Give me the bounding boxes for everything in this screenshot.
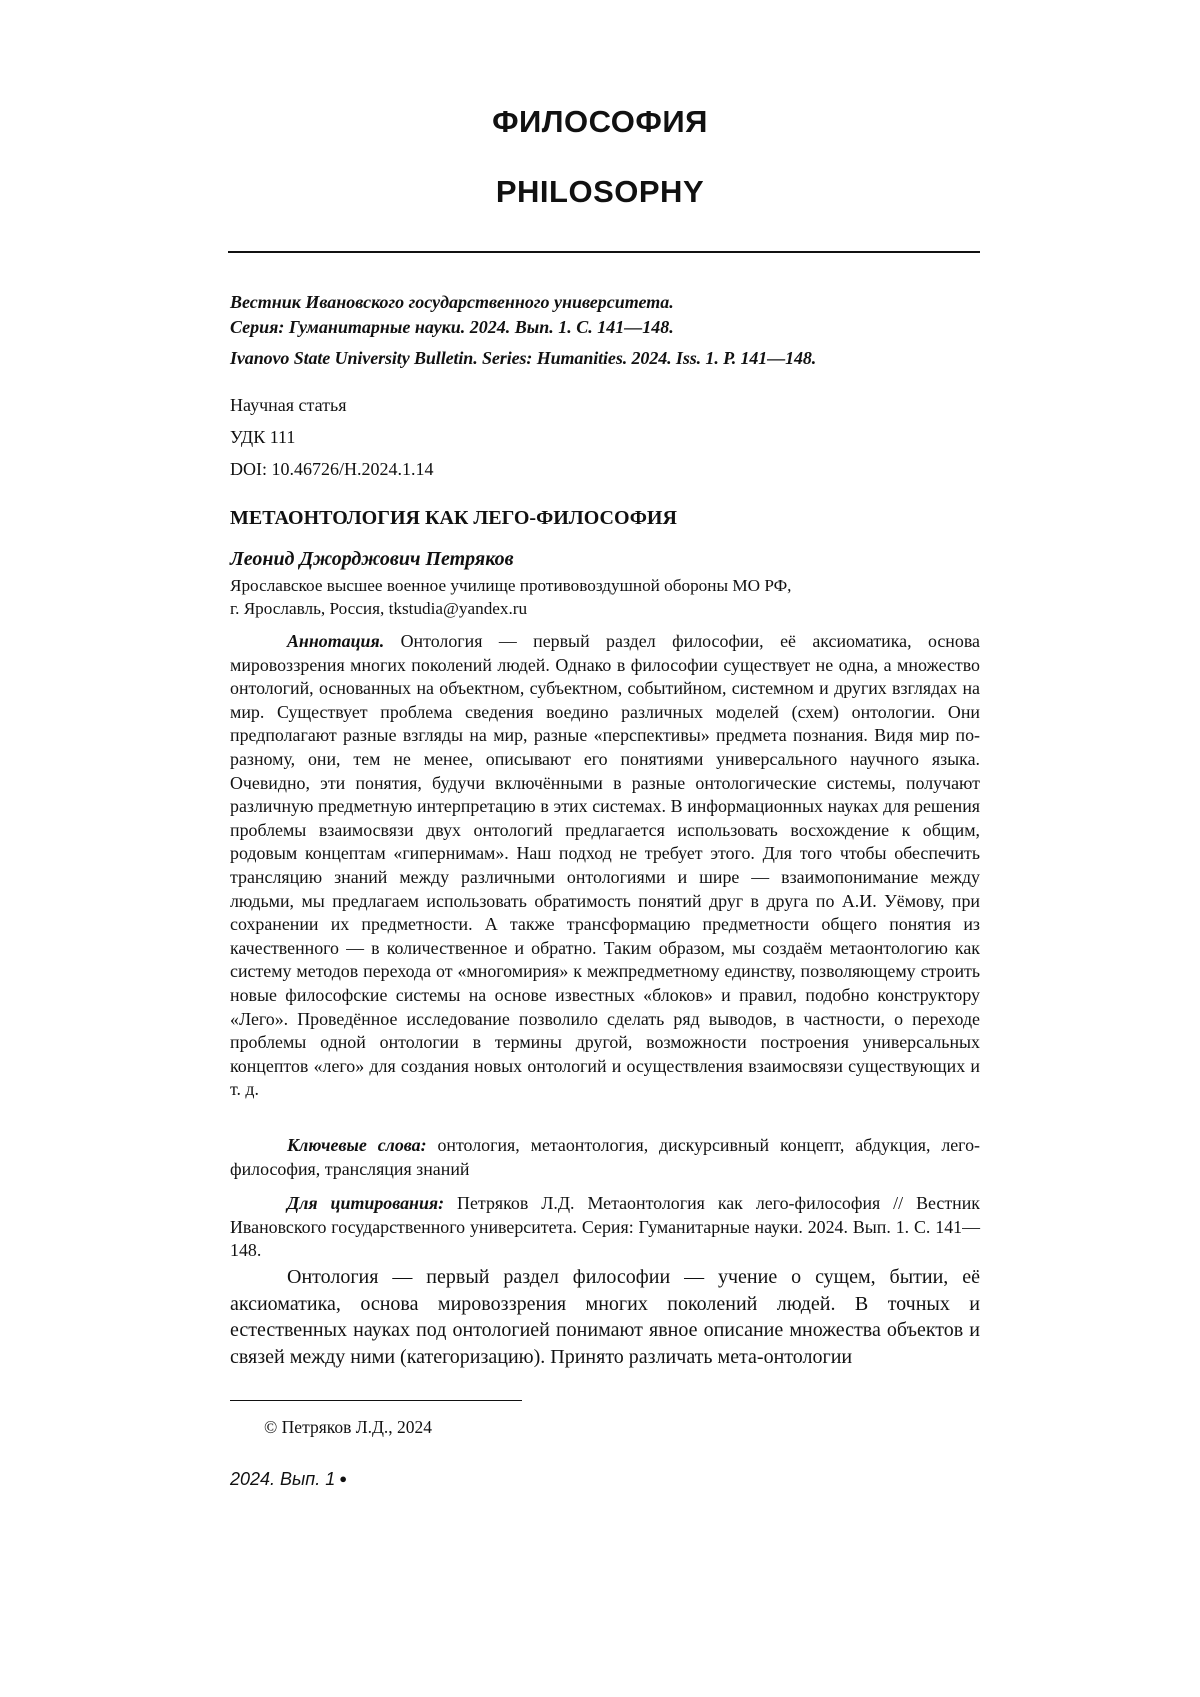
section-title-en: PHILOSOPHY — [495, 174, 705, 209]
page-footer — [230, 1467, 347, 1491]
journal-citation-ru-line2: Серия: Гуманитарные науки. 2024. Вып. 1. С. 141—148. — [230, 317, 674, 337]
affiliation-line1: Ярославское высшее военное училище противовоздушной обороны МО РФ, — [230, 576, 792, 595]
abstract-label: Аннотация. — [287, 631, 385, 651]
journal-citation-ru — [230, 290, 980, 340]
header-divider — [228, 251, 980, 253]
doi: DOI: 10.46726/H.2024.1.14 — [230, 459, 434, 479]
keywords-label: Ключевые слова: — [287, 1135, 427, 1155]
keywords — [230, 1134, 980, 1181]
abstract-text: Онтология — первый раздел философии, её аксиоматика, основа мировоззрения многих поколений людей. Однако в философии существует не одна, а множество онтологий, основанных на объектном, субъектном, событийном, системном и других взглядах на мир. Существует проблема сведения воедино различных моделей (схем) онтологии. Они предполагают разные взгляды на мир, разные «перспективы» предмета познания. Видя мир по-разному, они, тем не менее, описывают его понятиями универсального научного языка. Очевидно, эти понятия, будучи включёнными в разные онтологические системы, получают различную предметную интерпретацию в этих системах. В информационных науках для решения проблемы взаимосвязи двух онтологий предлагается использовать восхождение к общим, родовым концептам «гипернимам». Наш подход не требует этого. Для того чтобы обеспечить трансляцию знаний между различными онтологиями и шире — взаимопонимание между людьми, мы предлагаем использовать обратимость понятий друг в друга по А.И. Уёмову, при сохранении их предметности. А также трансформацию предметности общего понятия из качественного — в количественное и обратно. Таким образом, мы создаём метаонтологию как систему методов перехода от «многомирия» к межпредметному единству, позволяющему строить новые философские системы на основе известных «блоков» и правил, подобно конструктору «Лего». Проведённое исследование позволило сделать ряд выводов, в частности, о переходе проблемы одной онтологии в термины другой, возможности построения универсальных концептов «лего» для создания новых онтологий и осуществления взаимосвязи существующих и т. д. — [230, 631, 980, 1100]
keywords-text: онтология, метаонтология, дискурсивный концепт, абдукция, лего-философия, трансляция знаний — [230, 1135, 980, 1179]
author-name: Леонид Джорджович Петряков — [230, 548, 514, 570]
article-type: Научная статья — [230, 395, 347, 415]
footnote-divider — [230, 1400, 522, 1401]
citation — [230, 1192, 980, 1263]
udc-code: УДК 111 — [230, 427, 296, 447]
section-title-ru: ФИЛОСОФИЯ — [492, 104, 708, 139]
citation-text: Петряков Л.Д. Метаонтология как лего-философия // Вестник Ивановского государственного университета. Серия: Гуманитарные науки. 2024. Вып. 1. С. 141—148. — [230, 1193, 980, 1261]
author-affiliation — [230, 574, 980, 620]
body-paragraph: Онтология — первый раздел философии — учение о сущем, бытии, её аксиоматика, основа мировоззрения многих поколений людей. В точных и естественных науках под онтологией понимают явное описание множества объектов и связей между ними (категоризацию). Принято различать мета-онтологии — [230, 1266, 980, 1368]
article-title: МЕТАОНТОЛОГИЯ КАК ЛЕГО-ФИЛОСОФИЯ — [230, 507, 677, 529]
abstract — [230, 630, 980, 1102]
citation-label: Для цитирования: — [287, 1193, 445, 1213]
journal-citation-en: Ivanovo State University Bulletin. Series: Humanities. 2024. Iss. 1. P. 141—148. — [230, 348, 817, 368]
affiliation-line2: г. Ярославль, Россия, tkstudia@yandex.ru — [230, 599, 528, 618]
copyright-notice: © Петряков Л.Д., 2024 — [264, 1417, 433, 1437]
journal-citation-ru-line1: Вестник Ивановского государственного университета. — [230, 292, 674, 312]
footer-issue: 2024. Вып. 1 — [230, 1469, 336, 1489]
bullet-icon: ● — [339, 1471, 348, 1486]
